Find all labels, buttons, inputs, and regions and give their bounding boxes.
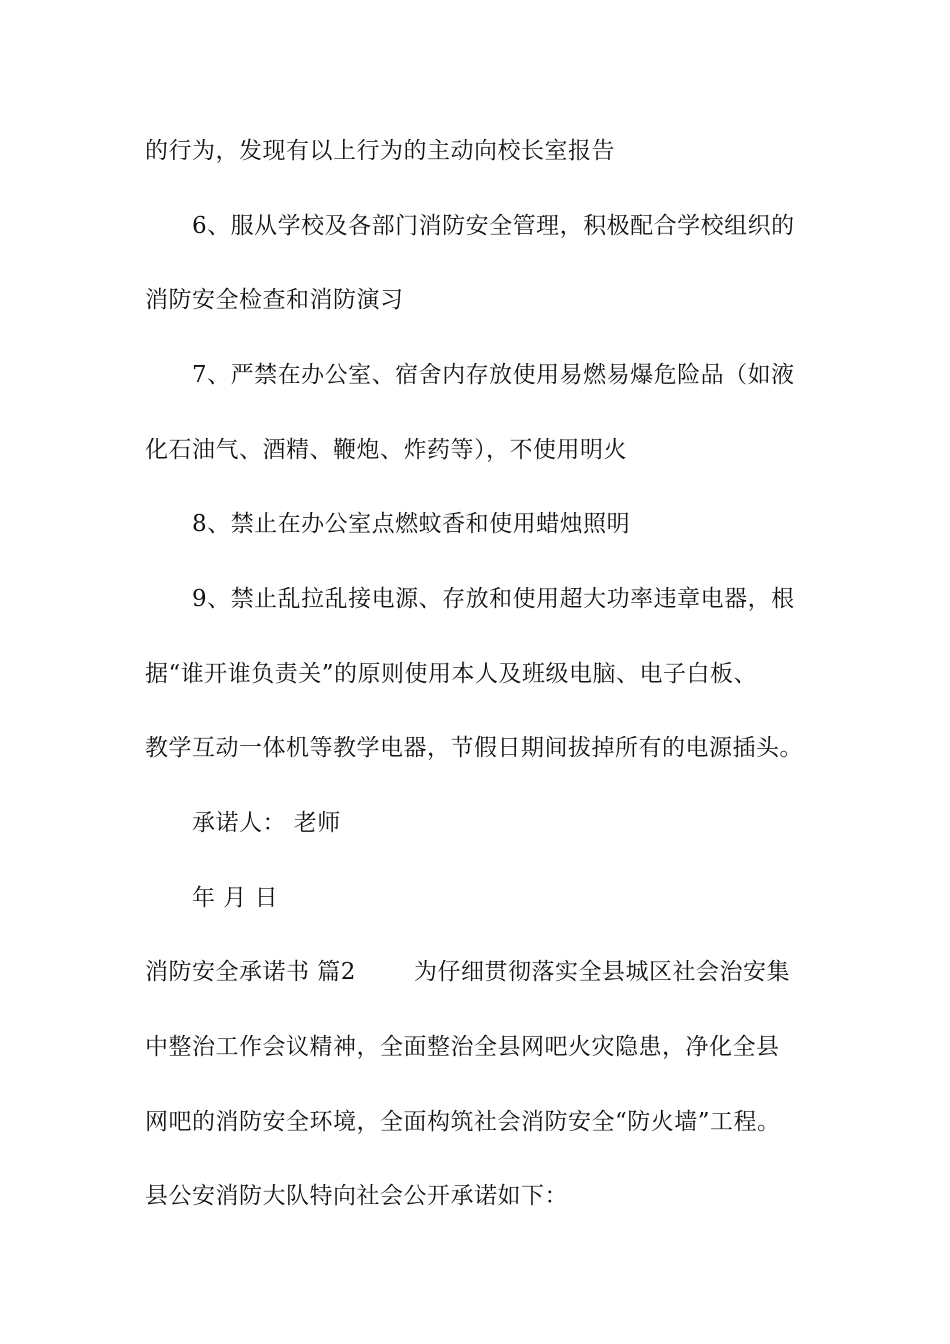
date-line: 年 月 日: [192, 885, 279, 911]
text-line-1: 的行为，发现有以上行为的主动向校长室报告: [145, 138, 615, 164]
section-intro: 为仔细贯彻落实全县城区社会治安集: [413, 959, 790, 985]
item-6-line-2: 消防安全检查和消防演习: [145, 287, 404, 313]
item-9-line-1: 9、禁止乱拉乱接电源、存放和使用超大功率违章电器，根: [192, 586, 795, 612]
item-7-line-1: 7、严禁在办公室、宿舍内存放使用易燃易爆危险品（如液: [192, 362, 795, 388]
section-heading-line: [145, 957, 790, 987]
paragraph-line-3: 网吧的消防安全环境，全面构筑社会消防安全“防火墙”工程。: [145, 1109, 781, 1135]
paragraph-line-4: 县公安消防大队特向社会公开承诺如下：: [145, 1183, 568, 1209]
paragraph-line-2: 中整治工作会议精神，全面整治全县网吧火灾隐患，净化全县: [145, 1034, 780, 1060]
section-heading: 消防安全承诺书 篇2: [145, 959, 356, 985]
item-7-line-2: 化石油气、酒精、鞭炮、炸药等），不使用明火: [145, 437, 627, 463]
item-6-line-1: 6、服从学校及各部门消防安全管理，积极配合学校组织的: [192, 213, 795, 239]
item-9-line-3: 教学互动一体机等教学电器，节假日期间拔掉所有的电源插头。: [145, 735, 803, 761]
item-8-line-1: 8、禁止在办公室点燃蚊香和使用蜡烛照明: [192, 511, 631, 537]
signatory-line: 承诺人： 老师: [192, 810, 341, 836]
item-9-line-2: 据“谁开谁负责关”的原则使用本人及班级电脑、电子白板、: [145, 661, 758, 687]
